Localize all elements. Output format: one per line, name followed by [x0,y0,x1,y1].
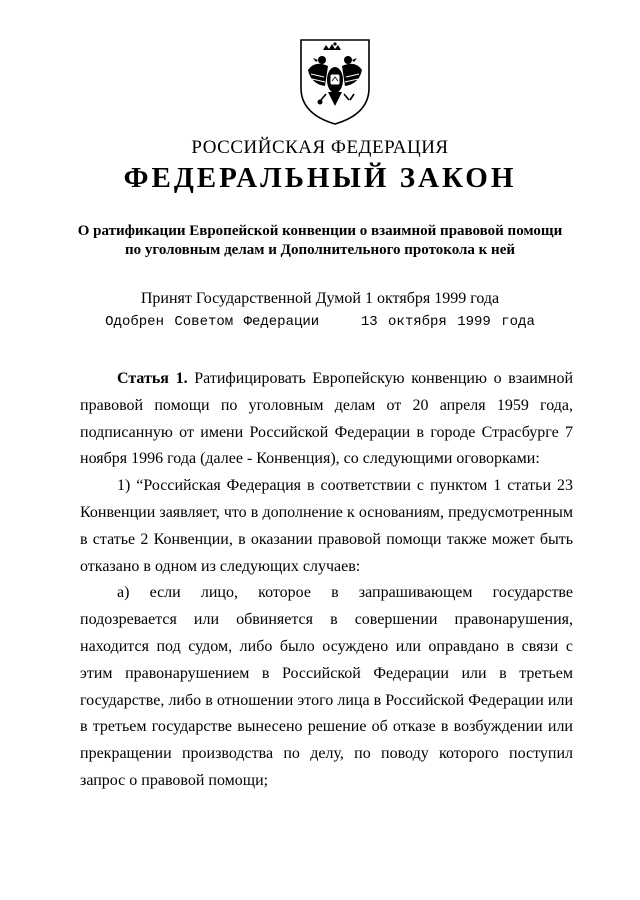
document-type-heading: ФЕДЕРАЛЬНЫЙ ЗАКОН [123,162,517,194]
article-1-text: Ратифицировать Европейскую конвенцию о взаимной правовой помощи по уголовным делам от 20 апреля 1959 года, подписанную от имени Российской Федерации в городе Страсбурге 7 ноября 1996 года (далее - Конвенция), со следующими оговорками: [80,370,573,468]
approval-statement [0,314,640,330]
approval-body: Одобрен Советом Федерации [105,314,320,330]
article-1-label: Статья 1. [117,370,188,387]
article-1-body [80,366,573,795]
reservation-item-a: а) если лицо, которое в запрашивающем государстве подозревается или обвиняется в совершении правонарушения, находится под судом, либо было осуждено или оправдано в связи с этим правонарушением в Российской Федерации или в третьем государстве, либо в отношении этого лица в Российской Федерации или в третьем государстве вынесено решение об отказе в возбуждении или прекращении производства по делу, по поводу которого поступил запрос о правовой помощи; [80,584,573,789]
subject-line-2: по уголовным делам и Дополнительного протокола к ней [125,242,515,258]
double-headed-eagle-coat-of-arms-icon [295,36,375,126]
article-1-paragraph [80,366,573,473]
adoption-statement: Принят Государственной Думой 1 октября 1999 года [140,290,500,307]
reservation-1-paragraph: 1) “Российская Федерация в соответствии с пунктом 1 статьи 23 Конвенции заявляет, что в дополнение к основаниям, предусмотренным в статье 2 Конвенции, в оказании правовой помощи также может быть отказано в одном из следующих случаев: [80,477,573,575]
law-subject-title [70,222,570,260]
approval-date: 13 октября 1999 года [360,314,535,330]
subject-line-1: О ратификации Европейской конвенции о взаимной правовой помощи [77,223,563,239]
country-name: РОССИЙСКАЯ ФЕДЕРАЦИЯ [191,137,449,158]
